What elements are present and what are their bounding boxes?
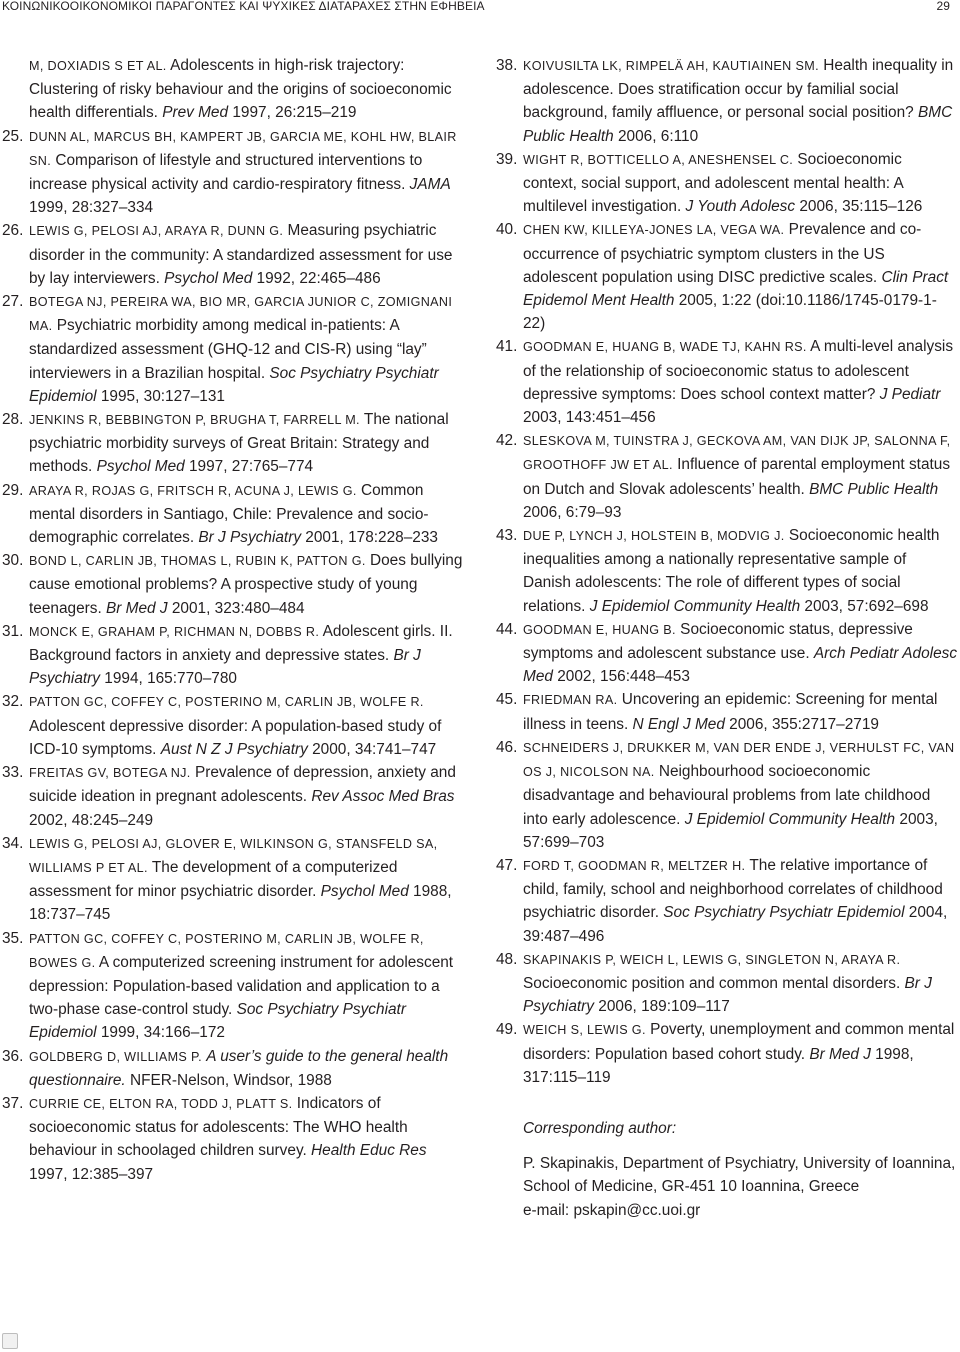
reference-title: Common mental disorders in Santiago, Chile: Prevalence and socio-demographic correlates. [29,481,429,547]
reference-journal: Soc Psychiatry Psychiatr Epidemiol [29,1001,406,1042]
reference-title: Uncovering an epidemic: Screening for mental illness in teens. [523,691,938,733]
reference-item [2,479,468,550]
reference-journal: Prev Med [162,104,229,122]
reference-item [2,927,468,1045]
reference-title: Psychiatric morbidity among medical in-patients: A standardized assessment (GHQ-12 and CIS-R) using “lay” interviewers in a Brazilian hospital. [29,317,427,382]
reference-number: 37. [2,1094,24,1112]
reference-authors: ARAYA R, ROJAS G, FRITSCH R, ACUNA J, LEWIS G. [29,483,357,498]
reference-item [2,1045,468,1092]
reference-item [2,290,468,408]
reference-citation: 1994, 165:770–780 [100,670,237,688]
reference-number: 33. [2,764,24,782]
reference-authors: MONCK E, GRAHAM P, RICHMAN N, DOBBS R. [29,624,320,639]
reference-authors: GOODMAN E, HUANG B, WADE TJ, KAHN RS. [523,340,807,355]
reference-journal: Arch Pediatr Adolesc Med [523,645,958,686]
reference-item [2,219,468,290]
reference-authors: FORD T, GOODMAN R, MELTZER H. [523,858,746,873]
reference-title: Socioeconomic position and common mental disorders. [523,974,905,992]
reference-number: 40. [496,221,518,239]
reference-journal: J Youth Adolesc [685,198,796,216]
reference-title: Comparison of lifestyle and structured interventions to increase physical activity and cardio-respiratory fitness. [29,151,423,194]
reference-number: 42. [496,432,518,450]
reference-title: Adolescents in high-risk trajectory: Clustering of risky behaviour and the origins of socioeconomic health differentials. [29,57,452,122]
reference-title: The development of a computerized assessment for minor psychiatric disorder. [29,858,398,901]
reference-title: A multi-level analysis of the relationship of socioeconomic status to adolescent depressive symptoms: Does school context matter? [523,338,954,403]
correspondence-email: e-mail: pskapin@cc.uoi.gr [523,1201,701,1219]
reference-authors: SCHNEIDERS J, DRUKKER M, VAN DER ENDE J, VERHULST FC, VAN OS J, NICOLSON NA. [523,740,955,780]
reference-item [496,335,958,429]
reference-citation: 2004, 39:487–496 [523,904,948,945]
reference-item [2,690,468,761]
reference-journal: J Epidemiol Community Health [684,810,896,828]
reference-item [2,761,468,832]
reference-citation: 2000, 34:741–747 [307,740,437,758]
reference-item [496,148,958,219]
reference-item [496,688,958,735]
reference-item [496,618,958,689]
reference-title: Prevalence of depression, anxiety and suicide ideation in pregnant adolescents. [29,764,456,806]
reference-citation: 1999, 28:327–334 [29,199,154,217]
reference-citation: 1988, 18:737–745 [29,883,452,924]
reference-authors: LEWIS G, PELOSI AJ, ARAYA R, DUNN G. [29,224,284,239]
reference-number: 34. [2,834,24,852]
reference-title: Measuring psychiatric disorder in the community: A standardized assessment for use by lay interviewers. [29,222,453,287]
reference-title: Neighbourhood socioeconomic disadvantage and behavioural problems from late childhood into early adolescence. [523,763,931,828]
reference-citation: 2003, 143:451–456 [523,409,656,427]
page-number: 29 [936,0,950,13]
reference-item [496,429,958,524]
reference-citation: 2005, 1:22 (doi:10.1186/1745-0179-1-22) [523,292,937,333]
reference-item [496,948,958,1019]
reference-citation: 2001, 323:480–484 [167,599,305,617]
reference-item [2,832,468,927]
reference-citation: 1999, 34:166–172 [96,1024,225,1042]
reference-authors: GOODMAN E, HUANG B. [523,622,676,637]
reference-citation: 1997, 12:385–397 [29,1165,154,1183]
reference-citation: 2003, 57:699–703 [523,810,938,851]
reference-journal: J Epidemiol Community Health [589,597,801,615]
reference-title: Indicators of socioeconomic status for adolescents: The WHO health behaviour in schoolaged children survey. [29,1094,408,1160]
reference-citation: 2006, 355:2717–2719 [724,715,879,733]
right-reference-list [496,54,958,1089]
reference-number: 35. [2,929,24,947]
reference-authors: CHEN KW, KILLEYA-JONES LA, VEGA WA. [523,223,785,238]
reference-citation: 1998, 317:115–119 [523,1045,914,1086]
reference-journal: Clin Pract Epidemol Ment Health [523,268,949,310]
reference-number: 30. [2,552,24,570]
reference-title: Adolescent girls. II. Background factors in anxiety and depressive states. [29,622,453,665]
reference-number: 43. [496,527,518,545]
reference-number: 45. [496,691,518,709]
reference-citation: 1997, 26:215–219 [228,104,357,122]
reference-title: The national psychiatric morbidity surveys of Great Britain: Strategy and methods. [29,411,449,476]
reference-number: 25. [2,127,24,145]
reference-journal: Br J Psychiatry [29,647,421,688]
running-title: ΚΟΙΝΩΝΙΚΟΟΙΚΟΝΟΜΙΚΟΙ ΠΑΡΑΓΟΝΤΕΣ ΚΑΙ ΨΥΧΙΚΕΣ ΔΙΑΤΑΡΑΧΕΣ ΣΤΗΝ ΕΦΗΒΕΙΑ [2,0,485,13]
reference-number: 39. [496,150,518,168]
reference-title: Health inequality in adolescence. Does stratification occur by familial social background, family affluence, or personal social position? [523,57,954,122]
reference-authors: CURRIE CE, ELTON RA, TODD J, PLATT S. [29,1096,293,1111]
reference-authors: FREITAS GV, BOTEGA NJ. [29,766,191,781]
reference-journal: Aust N Z J Psychiatry [160,740,308,758]
reference-citation: 2001, 178:228–233 [301,529,438,547]
correspondence-address: P. Skapinakis, Department of Psychiatry, University of Ioannina, School of Medicine, GR-451 10 Ioannina, Greece [523,1155,956,1196]
right-reference-column [496,54,958,1222]
reference-item [496,1018,958,1089]
reference-item [496,854,958,948]
reference-authors: PATTON GC, COFFEY C, POSTERINO M, CARLIN JB, WOLFE R. [29,695,424,710]
reference-title: Does bullying cause emotional problems? A prospective study of young teenagers. [29,552,463,617]
reference-authors: BOND L, CARLIN JB, THOMAS L, RUBIN K, PATTON G. [29,554,366,569]
reference-item [496,218,958,335]
correspondence-block [496,1099,958,1222]
reference-authors: BOTEGA NJ, PEREIRA WA, BIO MR, GARCIA JUNIOR C, ZOMIGNANI MA. [29,295,453,334]
reference-journal: Br Med J [106,599,168,617]
reference-journal: Soc Psychiatry Psychiatr Epidemiol [29,364,439,405]
reference-journal: Psychol Med [320,883,409,901]
reference-citation: 1997, 27:765–774 [184,458,314,476]
reference-number: 32. [2,693,24,711]
reference-citation: 2002, 156:448–453 [552,668,690,686]
reference-authors: M, DOXIADIS S ET AL. [29,59,167,73]
reference-title: Influence of parental employment status on Dutch and Slovak adolescents’ health. [523,456,951,498]
reference-number: 44. [496,620,518,638]
reference-item [496,54,958,148]
reference-citation: 2006, 189:109–117 [594,998,730,1016]
reference-journal: Br J Psychiatry [198,529,302,547]
reference-number: 31. [2,622,24,640]
reference-authors: JENKINS R, BEBBINGTON P, BRUGHA T, FARRELL M. [29,413,360,428]
reference-journal: Br J Psychiatry [523,974,932,1016]
reference-number: 38. [496,57,518,74]
reference-title: The relative importance of child, family, school and neighborhood correlates of childhood psychiatric disorder. [523,856,943,922]
reference-journal: Br Med J [809,1045,871,1063]
reference-number: 41. [496,338,518,356]
reference-number: 46. [496,738,518,756]
reference-journal: BMC Public Health [809,480,939,498]
reference-title: Poverty, unemployment and common mental disorders: Population based cohort study. [523,1021,955,1063]
reference-number: 28. [2,411,24,429]
reference-journal: JAMA [409,176,451,194]
reference-authors: DUNN AL, MARCUS BH, KAMPERT JB, GARCIA ME, KOHL HW, BLAIR SN. [29,129,457,168]
page-corner-mark [2,1333,18,1349]
reference-journal: Rev Assoc Med Bras [311,788,455,806]
reference-authors: WIGHT R, BOTTICELLO A, ANESHENSEL C. [523,152,794,167]
reference-number: 29. [2,481,24,499]
reference-citation: 2006, 6:79–93 [523,503,622,521]
reference-journal: A user’s guide to the general health questionnaire. [29,1047,449,1089]
reference-number: 27. [2,293,24,311]
reference-journal: N Engl J Med [632,715,725,733]
reference-citation: 2003, 57:692–698 [800,597,929,615]
reference-number: 26. [2,222,24,240]
reference-item [2,620,468,691]
reference-citation: 1995, 30:127–131 [96,387,225,405]
reference-item [496,736,958,854]
reference-item [496,524,958,618]
reference-title: Socioeconomic context, social support, and adolescent mental health: A multilevel investigation. [523,150,903,216]
reference-citation: 2002, 48:245–249 [29,811,154,829]
reference-title: A computerized screening instrument for adolescent depression: Population-based validation and application to a two-phase case-control study. [29,953,454,1019]
reference-item [2,1092,468,1186]
reference-title: Socioeconomic health inequalities among a nationally representative sample of Danish adolescents: The role of different types of social relations. [523,527,940,615]
left-reference-column [2,54,468,1186]
reference-journal: Soc Psychiatry Psychiatr Epidemiol [663,904,905,922]
reference-title: Adolescent depressive disorder: A population-based study of ICD-10 symptoms. [29,717,442,758]
reference-citation: 1992, 22:465–486 [252,269,381,287]
reference-title: Prevalence and co-occurrence of psychiatric symptom clusters in the US adolescent population using DISC predictive scales. [523,221,922,286]
reference-journal: Psychol Med [96,458,185,476]
reference-item [2,408,468,479]
reference-number: 49. [496,1021,518,1039]
correspondence-heading: Corresponding author: [523,1119,677,1137]
reference-authors: FRIEDMAN RA. [523,693,618,708]
reference-item [2,54,468,125]
reference-authors: SLESKOVA M, TUINSTRA J, GECKOVA AM, VAN DIJK JP, SALONNA F, GROOTHOFF JW ET AL. [523,434,951,473]
reference-number: 48. [496,950,518,968]
reference-item [2,125,468,220]
reference-authors: KOIVUSILTA LK, RIMPELÄ AH, KAUTIAINEN SM. [523,59,819,73]
reference-number: 36. [2,1047,24,1065]
reference-journal: BMC Public Health [523,104,953,145]
reference-citation: NFER-Nelson, Windsor, 1988 [125,1071,332,1089]
reference-number: 47. [496,856,518,874]
reference-journal: Health Educ Res [311,1142,427,1160]
reference-item [2,549,468,620]
reference-citation: 2006, 35:115–126 [795,198,923,216]
reference-authors: PATTON GC, COFFEY C, POSTERINO M, CARLIN JB, WOLFE R, BOWES G. [29,931,424,970]
reference-authors: GOLDBERG D, WILLIAMS P. [29,1049,202,1064]
reference-journal: J Pediatr [879,385,941,403]
reference-journal: Psychol Med [164,269,253,287]
running-header [0,0,960,12]
reference-authors: DUE P, LYNCH J, HOLSTEIN B, MODVIG J. [523,529,785,544]
reference-authors: SKAPINAKIS P, WEICH L, LEWIS G, SINGLETON N, ARAYA R. [523,952,901,967]
reference-title: Socioeconomic status, depressive symptoms and adolescent substance use. [523,620,913,663]
reference-authors: LEWIS G, PELOSI AJ, GLOVER E, WILKINSON G, STANSFELD SA, WILLIAMS P ET AL. [29,836,438,875]
reference-citation: 2006, 6:110 [613,127,699,145]
reference-authors: WEICH S, LEWIS G. [523,1023,646,1038]
